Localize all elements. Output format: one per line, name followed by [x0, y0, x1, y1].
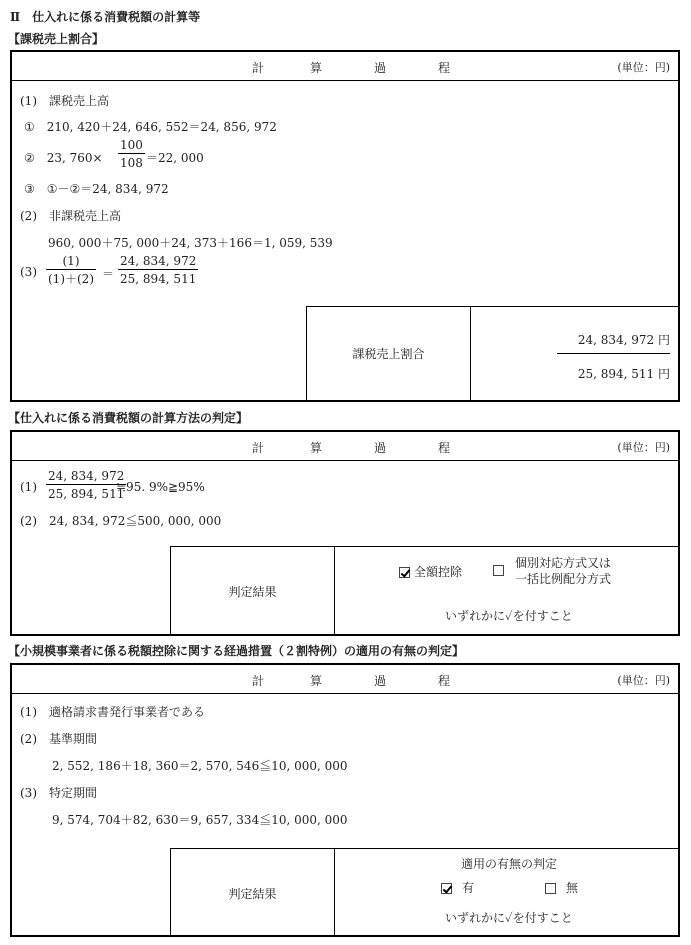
box2-result-label-cell — [170, 546, 334, 634]
option-yes[interactable] — [441, 879, 474, 896]
applicability-title: 適用の有無の判定 — [461, 857, 558, 871]
ratio-denominator-value: 25, 894, 511 円 — [577, 367, 670, 381]
header-char: 過 — [374, 441, 387, 455]
box2-item1-prefix: (1) — [20, 480, 37, 494]
fraction-denominator: (1)＋(2) — [48, 272, 94, 286]
box1-item1-3: ③ ①－②＝24, 834, 972 — [24, 182, 169, 196]
box1-result-label-cell — [306, 306, 470, 400]
ratio-fraction-line — [557, 353, 670, 354]
calc-method-box — [10, 430, 680, 636]
box1-item1-2-prefix: ② 23, 760× — [24, 151, 103, 165]
box2-instruction: いずれかに✓を付すこと — [445, 609, 573, 623]
fraction-denominator: 25, 894, 511 — [120, 272, 197, 286]
checkbox-checked-icon[interactable] — [399, 567, 410, 578]
box1-heading: 【課税売上割合】 — [8, 32, 105, 46]
box2-item2: (2) 24, 834, 972≦500, 000, 000 — [20, 514, 222, 528]
option-proportional-line1: 個別対応方式又は — [515, 556, 612, 570]
option-proportional-label — [515, 555, 611, 587]
box2-heading: 【仕入れに係る消費税額の計算方法の判定】 — [8, 411, 249, 425]
box3-item1: (1) 適格請求書発行事業者である — [20, 705, 205, 719]
box3-result-label: 判定結果 — [228, 887, 277, 901]
ratio-numerator-value: 24, 834, 972 円 — [577, 333, 670, 347]
box3-header — [12, 665, 678, 694]
unit-label: (単位：円) — [617, 674, 670, 687]
box1-item2-calc: 960, 000＋75, 000＋24, 373＋166＝1, 059, 539 — [48, 236, 333, 250]
checkbox-empty-icon[interactable] — [493, 565, 504, 576]
fraction-numerator: 100 — [120, 138, 143, 152]
header-char: 計 — [252, 441, 265, 455]
unit-label: (単位：円) — [617, 61, 670, 74]
header-char: 程 — [438, 61, 451, 75]
option-proportional-method[interactable] — [493, 563, 508, 577]
fraction-numerator: 24, 834, 972 — [48, 469, 125, 483]
fraction-numerator: (1) — [46, 254, 96, 270]
checkbox-checked-icon[interactable] — [441, 883, 452, 894]
box3-instruction: いずれかに✓を付すこと — [445, 911, 573, 925]
box1-item1-label: (1) 課税売上高 — [20, 94, 109, 108]
header-char: 過 — [374, 61, 387, 75]
box2-header — [12, 432, 678, 461]
header-char: 算 — [310, 441, 323, 455]
box2-result-label: 判定結果 — [228, 585, 277, 599]
option-no[interactable] — [545, 879, 578, 896]
box2-result-options-cell — [334, 546, 678, 634]
box3-result-options-cell — [334, 848, 678, 935]
header-char: 計 — [252, 61, 265, 75]
option-no-label: 無 — [566, 881, 579, 895]
box1-result-label: 課税売上割合 — [352, 347, 425, 361]
box3-item3-label: (3) 特定期間 — [20, 786, 97, 800]
box1-item2-label: (2) 非課税売上高 — [20, 209, 121, 223]
box1-item3-fraction2 — [118, 254, 198, 286]
box1-result-value-cell — [470, 306, 678, 400]
box3-item2-label: (2) 基準期間 — [20, 732, 97, 746]
box3-result-label-cell — [170, 848, 334, 935]
box1-item3-prefix: (3) — [20, 265, 37, 279]
checkbox-empty-icon[interactable] — [545, 883, 556, 894]
option-full-deduction[interactable] — [399, 563, 462, 580]
fraction-denominator: 108 — [120, 156, 143, 170]
two-tenths-special-box — [10, 663, 680, 937]
box1-item1-2-suffix: ＝22, 000 — [146, 151, 204, 165]
header-char: 程 — [438, 441, 451, 455]
taxable-sales-ratio-box — [10, 50, 680, 402]
option-full-deduction-label: 全額控除 — [414, 565, 463, 579]
unit-label: (単位：円) — [617, 441, 670, 454]
box1-item3-fraction — [46, 254, 96, 286]
box1-item1-2-fraction — [118, 138, 145, 170]
section-title: Ⅱ 仕入れに係る消費税額の計算等 — [10, 10, 201, 24]
header-char: 過 — [374, 674, 387, 688]
option-proportional-line2: 一括比例配分方式 — [515, 572, 612, 586]
fraction-denominator: 25, 894, 511 — [48, 487, 125, 501]
box1-item1-1: ① 210, 420＋24, 646, 552＝24, 856, 972 — [24, 120, 277, 134]
option-yes-label: 有 — [462, 881, 475, 895]
box3-item3-calc: 9, 574, 704＋82, 630＝9, 657, 334≦10, 000, 000 — [52, 813, 348, 827]
box3-heading: 【小規模事業者に係る税額控除に関する経過措置（２割特例）の適用の有無の判定】 — [8, 644, 465, 658]
box1-header — [12, 52, 678, 81]
box1-item3-equals: ＝ — [102, 267, 115, 281]
box2-item1-suffix: ≒95. 9%≧95% — [116, 480, 205, 494]
box2-item1-fraction — [46, 469, 126, 501]
header-char: 算 — [310, 674, 323, 688]
header-char: 計 — [252, 674, 265, 688]
header-char: 算 — [310, 61, 323, 75]
fraction-numerator: 24, 834, 972 — [120, 254, 197, 268]
box3-item2-calc: 2, 552, 186＋18, 360＝2, 570, 546≦10, 000, 000 — [52, 759, 348, 773]
header-char: 程 — [438, 674, 451, 688]
